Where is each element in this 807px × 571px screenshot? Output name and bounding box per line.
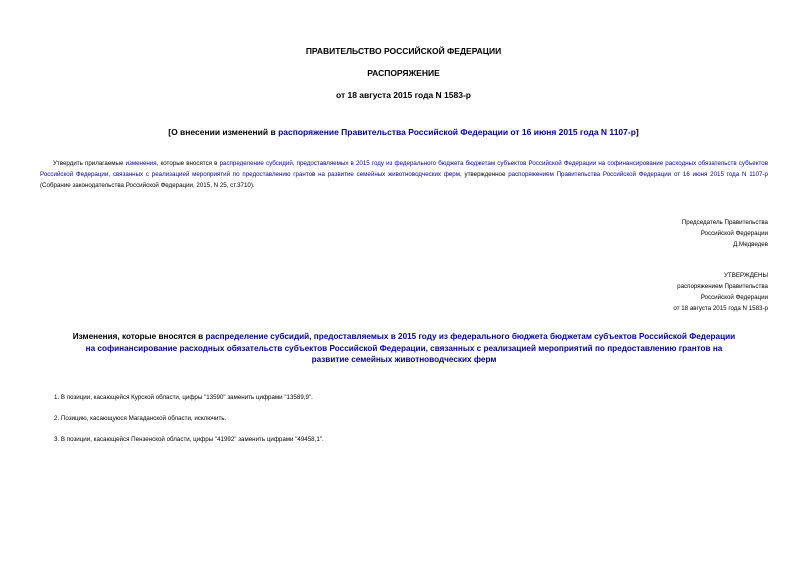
approval-block [673, 270, 768, 314]
changes-title-prefix: Изменения, которые вносятся в [72, 332, 206, 341]
change-item-1: 1. В позиции, касающейся Курской области, цифры "13590" заменить цифрами "13589,9". [54, 394, 313, 401]
body-paragraph [40, 158, 768, 191]
body-text-2: , которые вносятся в [156, 160, 220, 167]
approval-line-2: распоряжением Правительства [677, 283, 768, 290]
changes-title-link-3[interactable]: развитие семейных животноводческих ферм [311, 355, 497, 364]
subject-suffix: ] [635, 127, 639, 137]
changes-title-line-1 [40, 331, 768, 343]
changes-title [40, 331, 768, 366]
changes-title-link-1[interactable]: распределение субсидий, предоставляемых в 2015 году из федерального бюджета бюджетам субъектов Российской Федерации [205, 332, 736, 341]
document-type: РАСПОРЯЖЕНИЕ [367, 68, 440, 78]
distribution-link[interactable]: распределение субсидий, предоставляемых в 2015 году из федерального бюджета бюджетам субъектов Российской Федерации на софинансирование расходных обязательств субъектов Российской Федерации, связанных с реализацией мероприятий по предоставлению грантов на развитие семейных животноводческих ферм [40, 160, 768, 178]
document-date: от 18 августа 2015 года N 1583-р [335, 90, 471, 100]
subject-prefix: [О внесении изменений в [168, 127, 279, 137]
document-subject [0, 127, 807, 137]
approval-line-3: Российской Федерации [700, 294, 768, 301]
subject-link[interactable]: распоряжение Правительства Российской Федерации от 16 июня 2015 года N 1107-р [278, 127, 636, 137]
signature-line-2: Российской Федерации [700, 230, 768, 237]
change-item-2: 2. Позицию, касающуюся Магаданской области, исключить. [54, 415, 227, 422]
changes-link[interactable]: изменения [125, 160, 157, 167]
body-text-3: , утвержденное [460, 171, 509, 178]
change-item-3: 3. В позиции, касающейся Пензенской области, цифры "41992" заменить цифрами "49458,1". [54, 436, 324, 443]
changes-title-link-2[interactable]: на софинансирование расходных обязательств субъектов Российской Федерации, связанных с реализацией мероприятий по предоставлению грантов на [85, 343, 723, 353]
signature-line-3: Д.Медведев [733, 241, 768, 248]
approval-line-4: от 18 августа 2015 года N 1583-р [673, 305, 768, 312]
approval-line-1: УТВЕРЖДЕНЫ [724, 272, 768, 279]
signature-block [682, 217, 768, 250]
signature-line-1: Председатель Правительства [681, 219, 768, 226]
body-text-4: (Собрание законодательства Российской Федерации, 2015, N 25, ст.3710). [40, 182, 255, 189]
order-1107-link[interactable]: распоряжением Правительства Российской Федерации от 16 июня 2015 года N 1107-р [508, 171, 768, 178]
body-text-1: Утвердить прилагаемые [53, 160, 126, 167]
government-heading: ПРАВИТЕЛЬСТВО РОССИЙСКОЙ ФЕДЕРАЦИИ [305, 46, 502, 56]
